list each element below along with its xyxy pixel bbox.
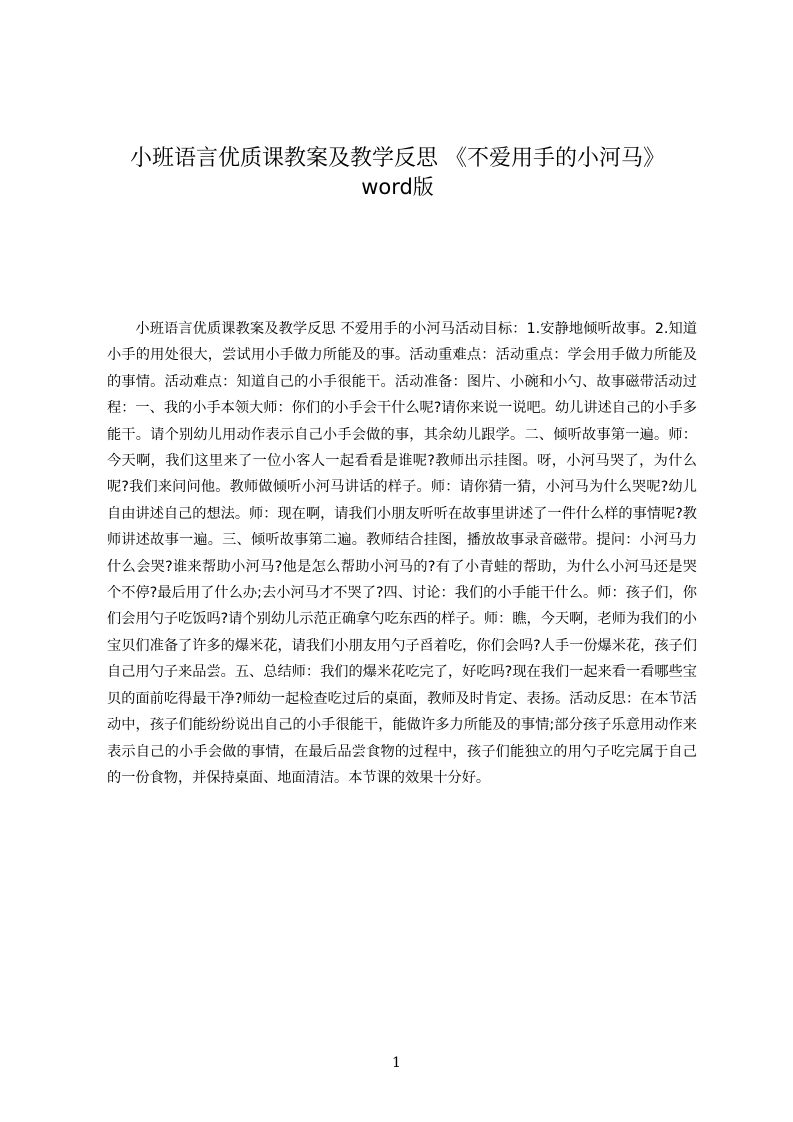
document-title bbox=[90, 145, 705, 201]
document-body-paragraph: 小班语言优质课教案及教学反思 不爱用手的小河马活动目标：1.安静地倾听故事。2.知道小手的用处很大，尝试用小手做力所能及的事。活动重难点：活动重点：学会用手做力所能及的事情。活动难点：知道自己的小手很能干。活动准备：图片、小碗和小勺、故事磁带活动过程：一、我的小手本领大师：你们的小手会干什么呢?请你来说一说吧。幼儿讲述自己的小手多能干。请个别幼儿用动作表示自己小手会做的事，其余幼儿跟学。二、倾听故事第一遍。师：今天啊，我们这里来了一位小客人一起看看是谁呢?教师出示挂图。呀，小河马哭了，为什么呢?我们来问问他。教师做倾听小河马讲话的样子。师：请你猜一猜，小河马为什么哭呢?幼儿自由讲述自己的想法。师：现在啊，请我们小朋友听听在故事里讲述了一件什么样的事情呢?教师讲述故事一遍。三、倾听故事第二遍。教师结合挂图，播放故事录音磁带。提问：小河马力什么会哭?谁来帮助小河马?他是怎么帮助小河马的?有了小青蛙的帮助，为什么小河马还是哭个不停?最后用了什么办;去小河马才不哭了?四、讨论：我们的小手能干什么。师：孩子们，你们会用勺子吃饭吗?请个别幼儿示范正确拿勺吃东西的样子。师：瞧，今天啊，老师为我们的小宝贝们准备了许多的爆米花，请我们小朋友用勺子舀着吃，你们会吗?人手一份爆米花，孩子们自己用勺子来品尝。五、总结师：我们的爆米花吃完了，好吃吗?现在我们一起来看一看哪些宝贝的面前吃得最干净?师幼一起检查吃过后的桌面，教师及时肯定、表扬。活动反思：在本节活动中，孩子们能纷纷说出自己的小手很能干，能做许多力所能及的事情;部分孩子乐意用动作来表示自己的小手会做的事情，在最后品尝食物的过程中，孩子们能独立的用勺子吃完属于自己的一份食物，并保持桌面、地面清洁。本节课的效果十分好。 bbox=[107, 321, 697, 786]
document-title-line1: 小班语言优质课教案及教学反思 《不爱用手的小河马》 bbox=[130, 146, 665, 171]
document-title-line2: word版 bbox=[361, 175, 434, 199]
page-number: 1 bbox=[392, 1055, 401, 1071]
